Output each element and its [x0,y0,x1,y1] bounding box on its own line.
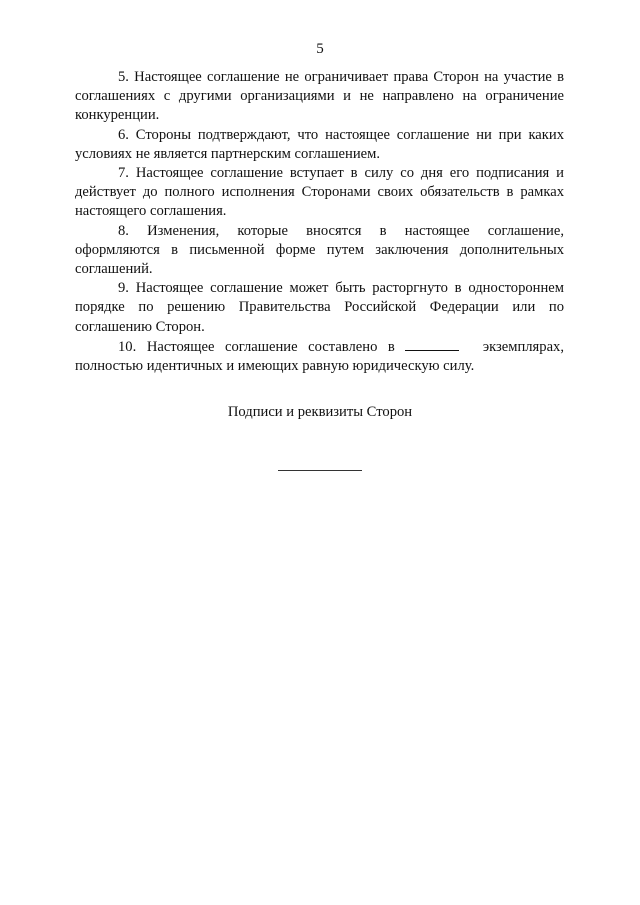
paragraph-10 [75,337,564,376]
paragraph-10-start: 10. Настоящее соглашение составлено в [118,338,395,355]
paragraph-10-end: экземплярах, полностью идентичных и имеющих равную юридическую силу. [75,338,564,375]
paragraph-8: 8. Изменения, которые вносятся в настоящее соглашение, оформляются в письменной форме путем заключения дополнительных соглашений. [75,222,564,278]
page-number: 5 [316,41,324,57]
signatures-heading: Подписи и реквизиты Сторон [227,404,413,420]
end-of-document-rule [278,470,362,471]
paragraph-9: 9. Настоящее соглашение может быть расторгнуто в одностороннем порядке по решению Правительства Российской Федерации или по соглашению Сторон. [75,280,564,335]
paragraph-7: 7. Настоящее соглашение вступает в силу со дня его подписания и действует до полного исполнения Сторонами своих обязательств в рамках настоящего соглашения. [75,165,564,220]
copies-count-blank [405,337,459,351]
paragraph-6: 6. Стороны подтверждают, что настоящее соглашение ни при каких условиях не является партнерским соглашением. [75,126,564,162]
document-body [75,68,564,376]
paragraph-5: 5. Настоящее соглашение не ограничивает права Сторон на участие в соглашениях с другими организациями и не направлено на ограничение конкуренции. [75,69,564,124]
